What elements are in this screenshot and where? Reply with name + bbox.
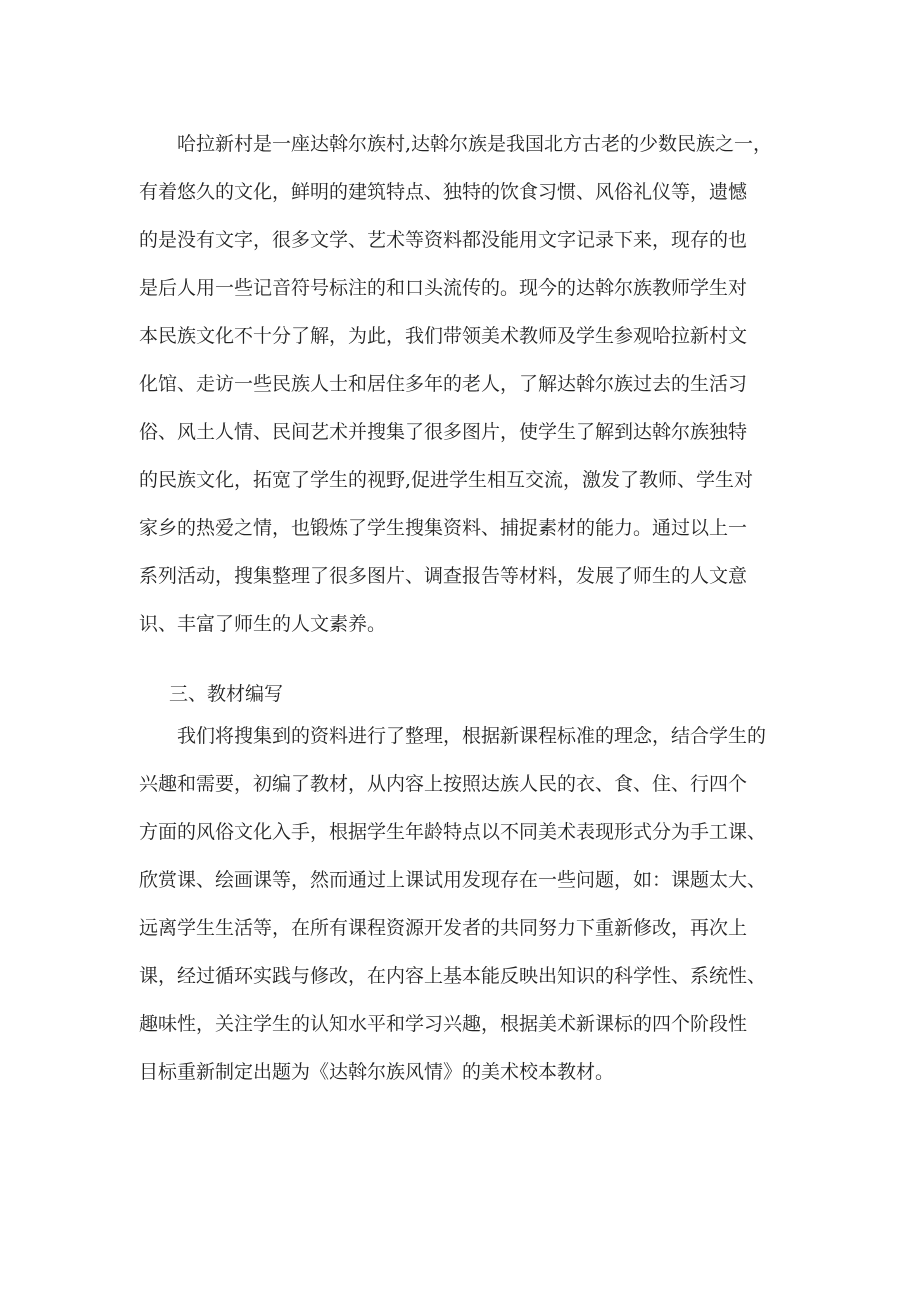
paragraph-line: 我们将搜集到的资料进行了整理，根据新课程标准的理念，结合学生的 — [139, 725, 767, 747]
paragraph-line: 方面的风俗文化入手，根据学生年龄特点以不同美术表现形式分为手工课、 — [139, 821, 767, 843]
paragraph-line: 识、丰富了师生的人文素养。 — [139, 613, 387, 635]
paragraph-line: 俗、风土人情、民间艺术并搜集了很多图片，使学生了解到达斡尔族独特 — [139, 421, 748, 443]
paragraph-line: 本民族文化不十分了解，为此，我们带领美术教师及学生参观哈拉新村文 — [139, 325, 748, 347]
paragraph-village-culture — [139, 120, 801, 648]
paragraph-line: 哈拉新村是一座达斡尔族村,达斡尔族是我国北方古老的少数民族之一， — [139, 133, 773, 155]
paragraph-line: 趣味性，关注学生的认知水平和学习兴趣，根据美术新课标的四个阶段性 — [139, 1013, 748, 1035]
paragraph-line: 兴趣和需要，初编了教材，从内容上按照达族人民的衣、食、住、行四个 — [139, 773, 748, 795]
paragraph-line: 系列活动，搜集整理了很多图片、调查报告等材料，发展了师生的人文意 — [139, 565, 748, 587]
paragraph-textbook-writing — [139, 712, 801, 1096]
paragraph-line: 远离学生生活等，在所有课程资源开发者的共同努力下重新修改，再次上 — [139, 917, 748, 939]
paragraph-line: 欣赏课、绘画课等，然而通过上课试用发现存在一些问题，如：课题太大、 — [139, 869, 767, 891]
paragraph-line: 化馆、走访一些民族人士和居住多年的老人，了解达斡尔族过去的生活习 — [139, 373, 748, 395]
paragraph-line: 的是没有文字，很多文学、艺术等资料都没能用文字记录下来，现存的也 — [139, 229, 748, 251]
paragraph-line: 有着悠久的文化，鲜明的建筑特点、独特的饮食习惯、风俗礼仪等，遗憾 — [139, 181, 748, 203]
paragraph-line: 是后人用一些记音符号标注的和口头流传的。现今的达斡尔族教师学生对 — [139, 277, 748, 299]
paragraph-line: 目标重新制定出题为《达斡尔族风情》的美术校本教材。 — [139, 1061, 615, 1083]
paragraph-line: 的民族文化，拓宽了学生的视野,促进学生相互交流，激发了教师、学生对 — [139, 469, 754, 491]
section-heading: 三、教材编写 — [169, 683, 284, 705]
paragraph-line: 家乡的热爱之情，也锻炼了学生搜集资料、捕捉素材的能力。通过以上一 — [139, 517, 748, 539]
paragraph-line: 课，经过循环实践与修改，在内容上基本能反映出知识的科学性、系统性、 — [139, 965, 767, 987]
